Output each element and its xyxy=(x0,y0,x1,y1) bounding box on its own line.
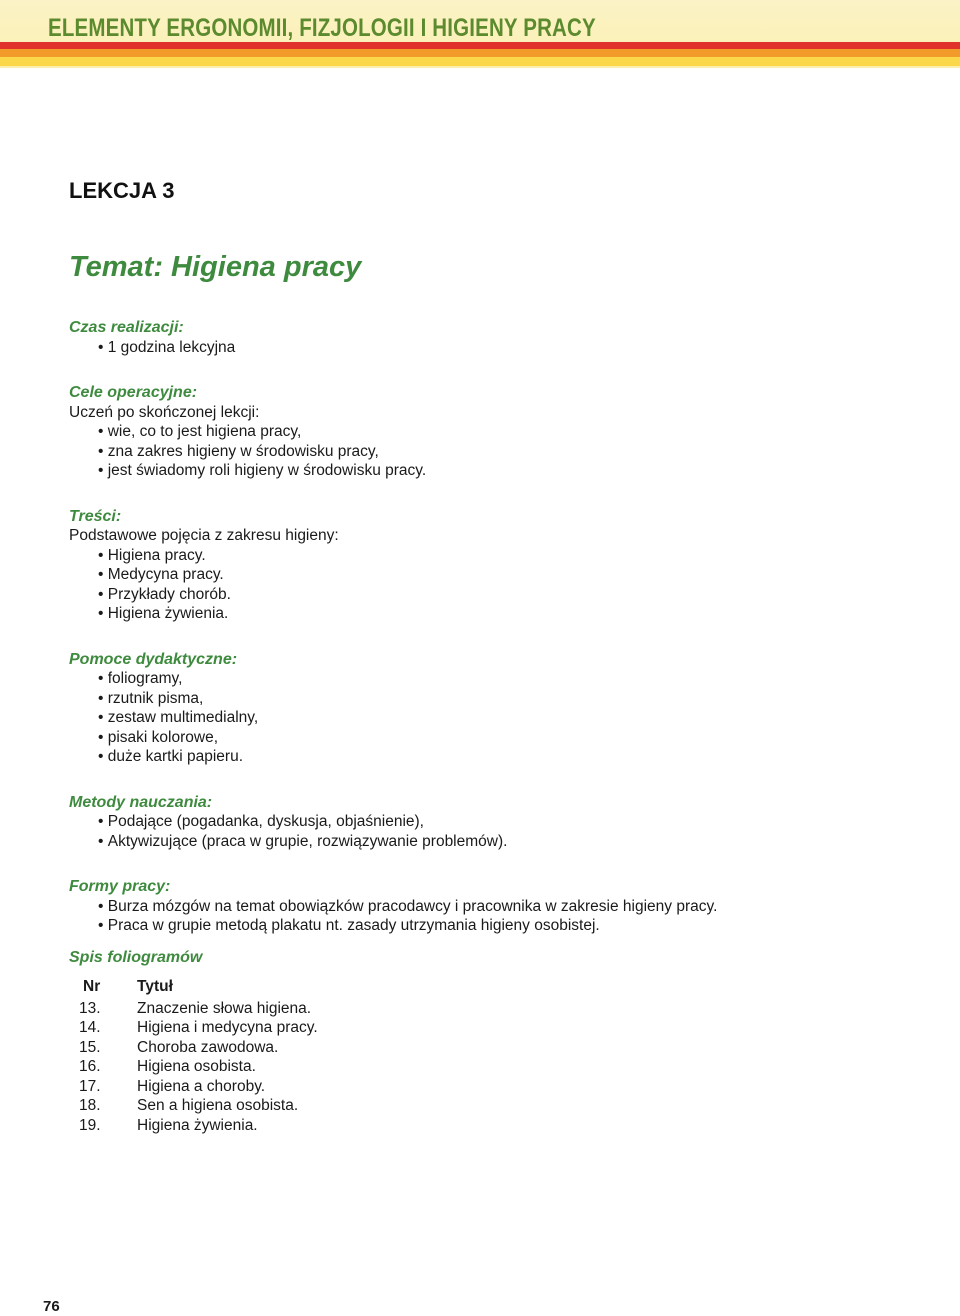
list-item: • duże kartki papieru. xyxy=(98,747,929,767)
section-title: Treści: xyxy=(69,507,122,525)
table-row xyxy=(69,1077,318,1097)
list-item: • Podające (pogadanka, dyskusja, objaśnienie), xyxy=(98,812,929,832)
header-stripe-yellow xyxy=(0,57,960,66)
list-item: • Praca w grupie metodą plakatu nt. zasady utrzymania higieny osobistej. xyxy=(98,916,929,936)
lesson-topic: Temat: Higiena pracy xyxy=(69,251,362,283)
section-title: Pomoce dydaktyczne: xyxy=(69,650,238,668)
row-title: Choroba zawodowa. xyxy=(137,1038,279,1056)
section-tresci xyxy=(69,507,929,624)
list-item: • Higiena pracy. xyxy=(98,546,929,566)
table-header-row xyxy=(69,977,318,999)
page-number: 76 xyxy=(43,1298,60,1315)
row-number: 17. xyxy=(79,1077,101,1095)
table-row xyxy=(69,1057,318,1077)
bullet-list xyxy=(69,812,929,851)
list-item: • Higiena żywienia. xyxy=(98,604,929,624)
section-title: Formy pracy: xyxy=(69,878,171,895)
table-row xyxy=(69,1096,318,1116)
list-item: • Medycyna pracy. xyxy=(98,565,929,585)
section-pomoce xyxy=(69,650,929,767)
list-item: • jest świadomy roli higieny w środowisku pracy. xyxy=(98,461,929,481)
row-number: 16. xyxy=(79,1058,101,1075)
list-item: • wie, co to jest higiena pracy, xyxy=(98,422,929,442)
row-title: Higiena osobista. xyxy=(137,1058,256,1075)
row-title: Higiena żywienia. xyxy=(137,1116,258,1134)
header-stripe-red xyxy=(0,42,960,49)
section-title: Cele operacyjne: xyxy=(69,384,198,401)
list-item: • foliogramy, xyxy=(98,669,929,689)
bullet-list xyxy=(69,422,929,481)
section-czas xyxy=(69,318,929,357)
table-row xyxy=(69,1018,318,1038)
list-item: • pisaki kolorowe, xyxy=(98,728,929,748)
table-row xyxy=(69,1116,318,1136)
row-number: 13. xyxy=(79,999,101,1017)
section-cele xyxy=(69,383,929,481)
section-intro: Podstawowe pojęcia z zakresu higieny: xyxy=(69,527,339,544)
row-number: 15. xyxy=(79,1038,101,1056)
lesson-content xyxy=(69,178,929,1135)
row-title: Znaczenie słowa higiena. xyxy=(137,999,312,1017)
column-header-title: Tytuł xyxy=(137,978,173,995)
section-metody xyxy=(69,793,929,852)
row-title: Higiena a choroby. xyxy=(137,1077,266,1095)
foliogram-table xyxy=(69,977,318,1135)
row-number: 18. xyxy=(79,1097,101,1114)
section-foliogramy xyxy=(69,948,929,1136)
column-header-nr: Nr xyxy=(83,978,101,995)
section-intro: Uczeń po skończonej lekcji: xyxy=(69,403,260,421)
lesson-number: LEKCJA 3 xyxy=(69,178,175,203)
list-item: • Aktywizujące (praca w grupie, rozwiązywanie problemów). xyxy=(98,832,929,852)
row-title: Sen a higiena osobista. xyxy=(137,1097,299,1114)
row-number: 19. xyxy=(79,1116,101,1134)
list-item: • rzutnik pisma, xyxy=(98,689,929,709)
running-header-title: ELEMENTY ERGONOMII, FIZJOLOGII I HIGIENY PRACY xyxy=(48,14,596,42)
bullet-list xyxy=(69,669,929,767)
section-title: Czas realizacji: xyxy=(69,319,184,336)
header-stripe-orange xyxy=(0,49,960,57)
list-item: • Burza mózgów na temat obowiązków pracodawcy i pracownika w zakresie higieny pracy. xyxy=(98,897,929,917)
bullet-list xyxy=(69,338,929,358)
section-title: Spis foliogramów xyxy=(69,948,203,966)
list-item: • zna zakres higieny w środowisku pracy, xyxy=(98,442,929,462)
list-item: • Przykłady chorób. xyxy=(98,585,929,605)
table-row xyxy=(69,999,318,1019)
list-item: • 1 godzina lekcyjna xyxy=(98,338,929,358)
row-number: 14. xyxy=(79,1019,101,1036)
row-title: Higiena i medycyna pracy. xyxy=(137,1019,318,1036)
bullet-list xyxy=(69,546,929,624)
list-item: • zestaw multimedialny, xyxy=(98,708,929,728)
bullet-list xyxy=(69,897,929,936)
table-row xyxy=(69,1038,318,1058)
section-formy xyxy=(69,877,929,936)
section-title: Metody nauczania: xyxy=(69,793,213,811)
